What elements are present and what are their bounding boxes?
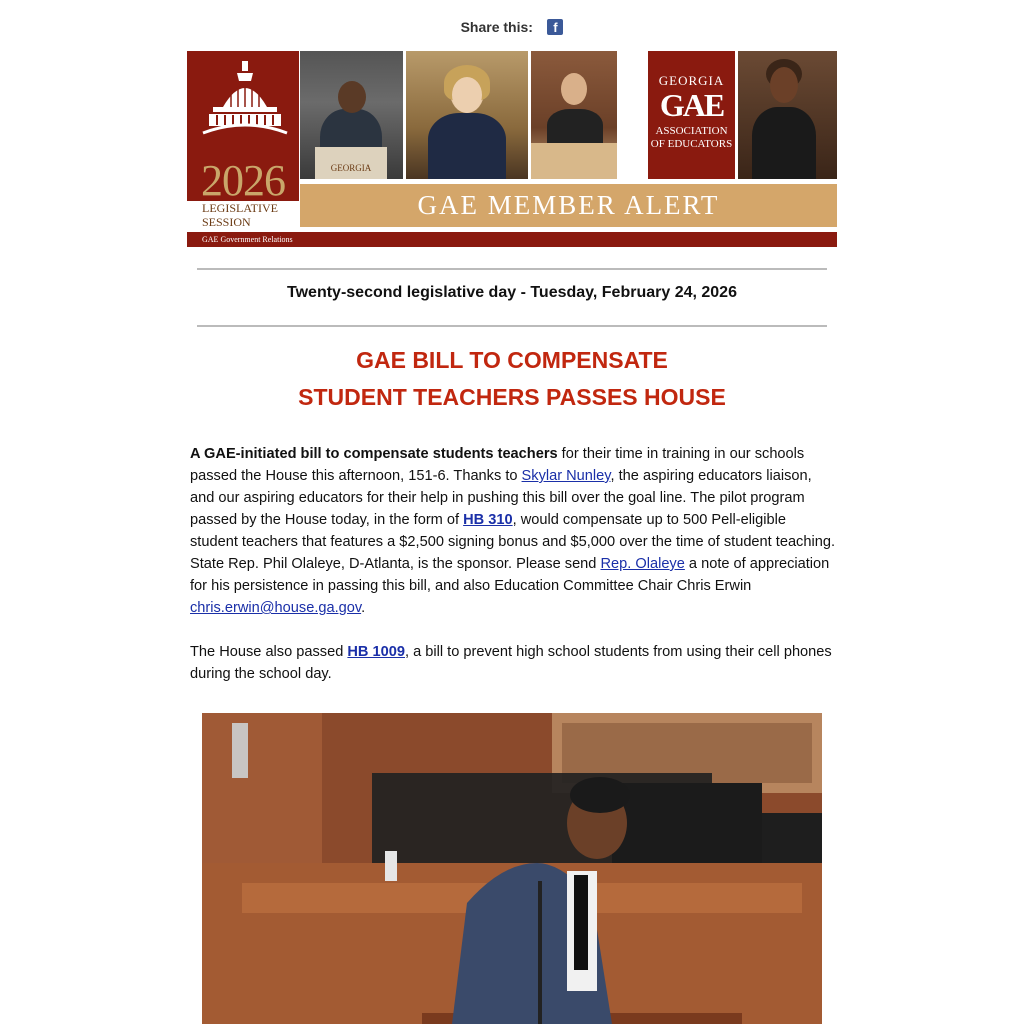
p1-text-4: a note of appreciation for his persistence in passing this bill, and also Education Committee Chair Chris Erwin <box>190 556 830 594</box>
government-relations-label: GAE Government Relations <box>202 235 293 244</box>
legislator-photo-2 <box>406 51 528 179</box>
p1-text-5: . <box>361 600 366 616</box>
gae-logo-line3: ASSOCIATION <box>655 125 728 137</box>
gae-logo-association <box>648 125 735 151</box>
headline <box>0 342 1024 416</box>
paragraph-2 <box>190 641 836 685</box>
capitol-dome-icon <box>195 59 295 149</box>
paragraph-1 <box>190 443 836 619</box>
session-label <box>202 201 278 229</box>
legislator-photo-3 <box>531 51 617 179</box>
gae-logo-mark: GAE <box>659 87 724 123</box>
p1-text-3: , would compensate up to 500 Pell-eligible student teachers that features a $2,500 signing bonus and $5,000 over the time of student teaching. State Rep. Phil Olaleye, D-Atlanta, is the sponsor. Please send <box>190 512 836 572</box>
house-floor-scene <box>202 713 822 1024</box>
house-floor-photo[interactable] <box>202 713 822 1024</box>
gae-logo <box>648 51 735 179</box>
header-banner <box>187 51 837 247</box>
share-label: Share this: <box>460 18 533 35</box>
lead-text: A GAE-initiated bill to compensate students teachers <box>190 446 558 462</box>
share-bar <box>0 18 1024 36</box>
dateline: Twenty-second legislative day - Tuesday, February 24, 2026 <box>287 284 737 301</box>
headline-line2: STUDENT TEACHERS PASSES HOUSE <box>298 384 726 410</box>
hb310-link[interactable]: HB 310 <box>463 512 513 528</box>
headline-line1: GAE BILL TO COMPENSATE <box>356 347 668 373</box>
p2-text-1: The House also passed <box>190 644 348 660</box>
alert-title: GAE MEMBER ALERT <box>417 190 720 220</box>
skylar-nunley-link[interactable]: Skylar Nunley <box>521 468 611 484</box>
hb1009-link[interactable]: HB 1009 <box>347 644 405 660</box>
session-line2: SESSION <box>202 215 251 229</box>
erwin-email-link[interactable]: chris.erwin@house.ga.gov <box>190 600 362 616</box>
legislator-photo-1 <box>300 51 403 179</box>
legislator-photo-4 <box>738 51 837 179</box>
divider-bottom <box>197 325 827 327</box>
session-line1: LEGISLATIVE <box>202 201 278 215</box>
gae-logo-georgia: GEORGIA <box>658 73 725 88</box>
p1-text-1: for their time in training in our schools passed the House this afternoon, 151-6. Thanks to <box>190 446 805 484</box>
alert-bar <box>300 184 837 227</box>
p1-text-2: , the aspiring educators liaison, and our aspiring educators for their help in pushing this bill over the goal line. The pilot program passed by the House today, in the form of <box>190 468 812 528</box>
divider-top <box>197 268 827 270</box>
gae-logo-line4: OF EDUCATORS <box>650 138 733 150</box>
podium-label: GEORGIA <box>330 163 372 173</box>
p2-text-2: , a bill to prevent high school students from using their cell phones during the school day. <box>190 644 832 682</box>
rep-olaleye-link[interactable]: Rep. Olaleye <box>600 556 685 572</box>
facebook-icon[interactable]: f <box>547 19 563 35</box>
session-year: 2026 <box>201 156 285 205</box>
